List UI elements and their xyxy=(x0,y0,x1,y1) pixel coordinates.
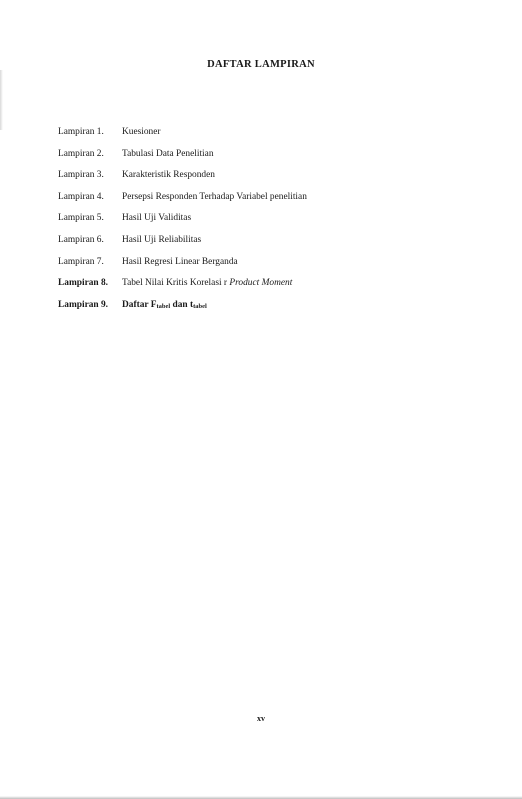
list-item xyxy=(58,257,307,279)
appendix-title: Persepsi Responden Terhadap Variabel penelitian xyxy=(122,191,307,202)
appendix-title-prefix: Tabel Nilai Kritis Korelasi r xyxy=(122,278,230,289)
appendix-title: Kuesioner xyxy=(122,127,161,137)
page-number: xv xyxy=(257,714,265,723)
appendix-title-part2: dan t xyxy=(170,299,194,310)
appendix-label: Lampiran 5. xyxy=(58,213,104,224)
appendix-label: Lampiran 6. xyxy=(58,234,104,245)
appendix-label: Lampiran 3. xyxy=(58,170,104,181)
page-title: DAFTAR LAMPIRAN xyxy=(207,59,315,70)
scan-edge-shadow xyxy=(0,70,3,130)
appendix-title-subscript2: tabel xyxy=(193,302,207,310)
appendix-label: Lampiran 1. xyxy=(58,127,104,137)
list-item xyxy=(58,235,307,257)
appendix-title: Hasil Uji Validitas xyxy=(122,213,192,224)
appendix-title-subscript1: tabel xyxy=(156,302,171,310)
appendix-title xyxy=(122,300,207,310)
appendix-title: Karakteristik Responden xyxy=(122,170,215,181)
appendix-label: Lampiran 2. xyxy=(58,148,104,159)
appendix-label: Lampiran 8. xyxy=(58,278,109,289)
list-item xyxy=(58,127,307,149)
list-item xyxy=(58,278,307,300)
list-item xyxy=(58,213,307,235)
appendix-title: Tabulasi Data Penelitian xyxy=(122,148,214,159)
list-item xyxy=(58,149,307,171)
appendix-title: Hasil Regresi Linear Berganda xyxy=(122,256,238,267)
appendix-title-part1: Daftar F xyxy=(122,299,157,310)
appendix-title xyxy=(122,278,292,288)
list-item xyxy=(58,300,307,322)
appendix-label: Lampiran 4. xyxy=(58,191,104,202)
list-item xyxy=(58,192,307,214)
appendix-list xyxy=(58,127,307,321)
appendix-label: Lampiran 7. xyxy=(58,256,104,267)
appendix-title: Hasil Uji Reliabilitas xyxy=(122,234,202,245)
list-item xyxy=(58,170,307,192)
appendix-label: Lampiran 9. xyxy=(58,299,109,310)
appendix-title-italic: Product Moment xyxy=(229,278,293,289)
